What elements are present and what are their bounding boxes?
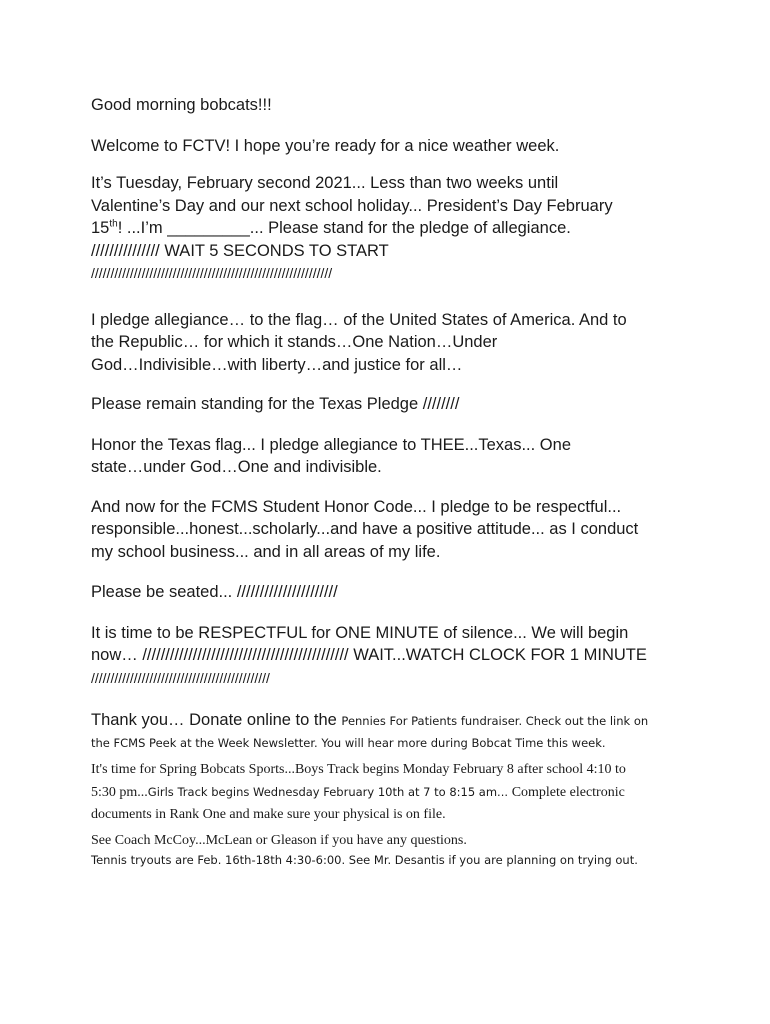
date-day: 15 — [91, 219, 110, 237]
slashes-line: ////////////////////////////////////////////////////////////// — [91, 265, 333, 281]
sports-line-3: documents in Rank One and make sure your physical is on file. — [91, 806, 446, 822]
sports-line-2 — [91, 781, 691, 804]
texas-pledge-intro: Please remain standing for the Texas Pledge //////// — [91, 395, 460, 413]
pledge-line-1: I pledge allegiance… to the flag… of the United States of America. And to — [91, 310, 627, 329]
welcome-line: Welcome to FCTV! I hope you’re ready for a nice weather week. — [91, 136, 560, 155]
date-suffix: th — [109, 218, 118, 230]
date-line-3-text: ! ...I’m _________... Please stand for the pledge of allegiance. — [117, 219, 571, 237]
silence-line-2: now… ///////////////////////////////////////////// WAIT...WATCH CLOCK FOR 1 MINUTE — [91, 646, 647, 664]
tennis-line: Tennis tryouts are Feb. 16th-18th 4:30-6:00. See Mr. Desantis if you are planning on trying out. — [91, 852, 638, 867]
date-line-2: Valentine’s Day and our next school holiday... President’s Day February — [91, 196, 613, 215]
sports-line-1: It's time for Spring Bobcats Sports...Boys Track begins Monday February 8 after school 4:10 to — [91, 761, 626, 777]
thanks-paragraph — [91, 709, 691, 753]
sports-paragraph — [91, 759, 691, 826]
thanks-line-1 — [91, 709, 691, 733]
thanks-lead: Thank you… Donate online to the — [91, 711, 342, 729]
silence-line-1: It is time to be RESPECTFUL for ONE MINUTE of silence... We will begin — [91, 623, 629, 642]
coach-line: See Coach McCoy...McLean or Gleason if you have any questions. — [91, 832, 467, 848]
texas-line-1: Honor the Texas flag... I pledge allegiance to THEE...Texas... One — [91, 435, 571, 454]
date-line-3 — [91, 217, 691, 240]
pledge-line-2: the Republic… for which it stands…One Nation…Under — [91, 333, 498, 351]
honor-line-2: responsible...honest...scholarly...and have a positive attitude... as I conduct — [91, 520, 639, 538]
silence-paragraph — [91, 622, 691, 690]
sports-girls-track: Girls Track begins Wednesday February 10th at 7 to 8:15 am... — [147, 784, 512, 799]
thanks-line-2: the FCMS Peek at the Week Newsletter. You will hear more during Bobcat Time this week. — [91, 735, 606, 750]
wait-line: /////////////// WAIT 5 SECONDS TO START — [91, 241, 389, 260]
sports-complete: Complete electronic — [511, 784, 625, 800]
honor-code-paragraph — [91, 496, 691, 564]
greeting: Good morning bobcats!!! — [91, 96, 272, 114]
honor-line-3: my school business... and in all areas of my life. — [91, 542, 441, 561]
honor-line-1: And now for the FCMS Student Honor Code... I pledge to be respectful... — [91, 497, 622, 516]
date-paragraph — [91, 172, 691, 285]
texas-line-2: state…under God…One and indivisible. — [91, 458, 382, 476]
pledge-paragraph — [91, 309, 691, 377]
announcement-document — [91, 94, 691, 870]
thanks-fundraiser: Pennies For Patients fundraiser. Check out the link on — [341, 714, 649, 728]
silence-line-3: ////////////////////////////////////////////// — [91, 669, 270, 686]
date-line-1: It’s Tuesday, February second 2021... Less than two weeks until — [91, 174, 559, 192]
texas-pledge-paragraph — [91, 434, 691, 479]
pledge-line-3: God…Indivisible…with liberty…and justice for all… — [91, 355, 463, 374]
seated-line: Please be seated... ////////////////////// — [91, 583, 338, 601]
sports-boys-time: 5:30 pm... — [91, 784, 148, 800]
